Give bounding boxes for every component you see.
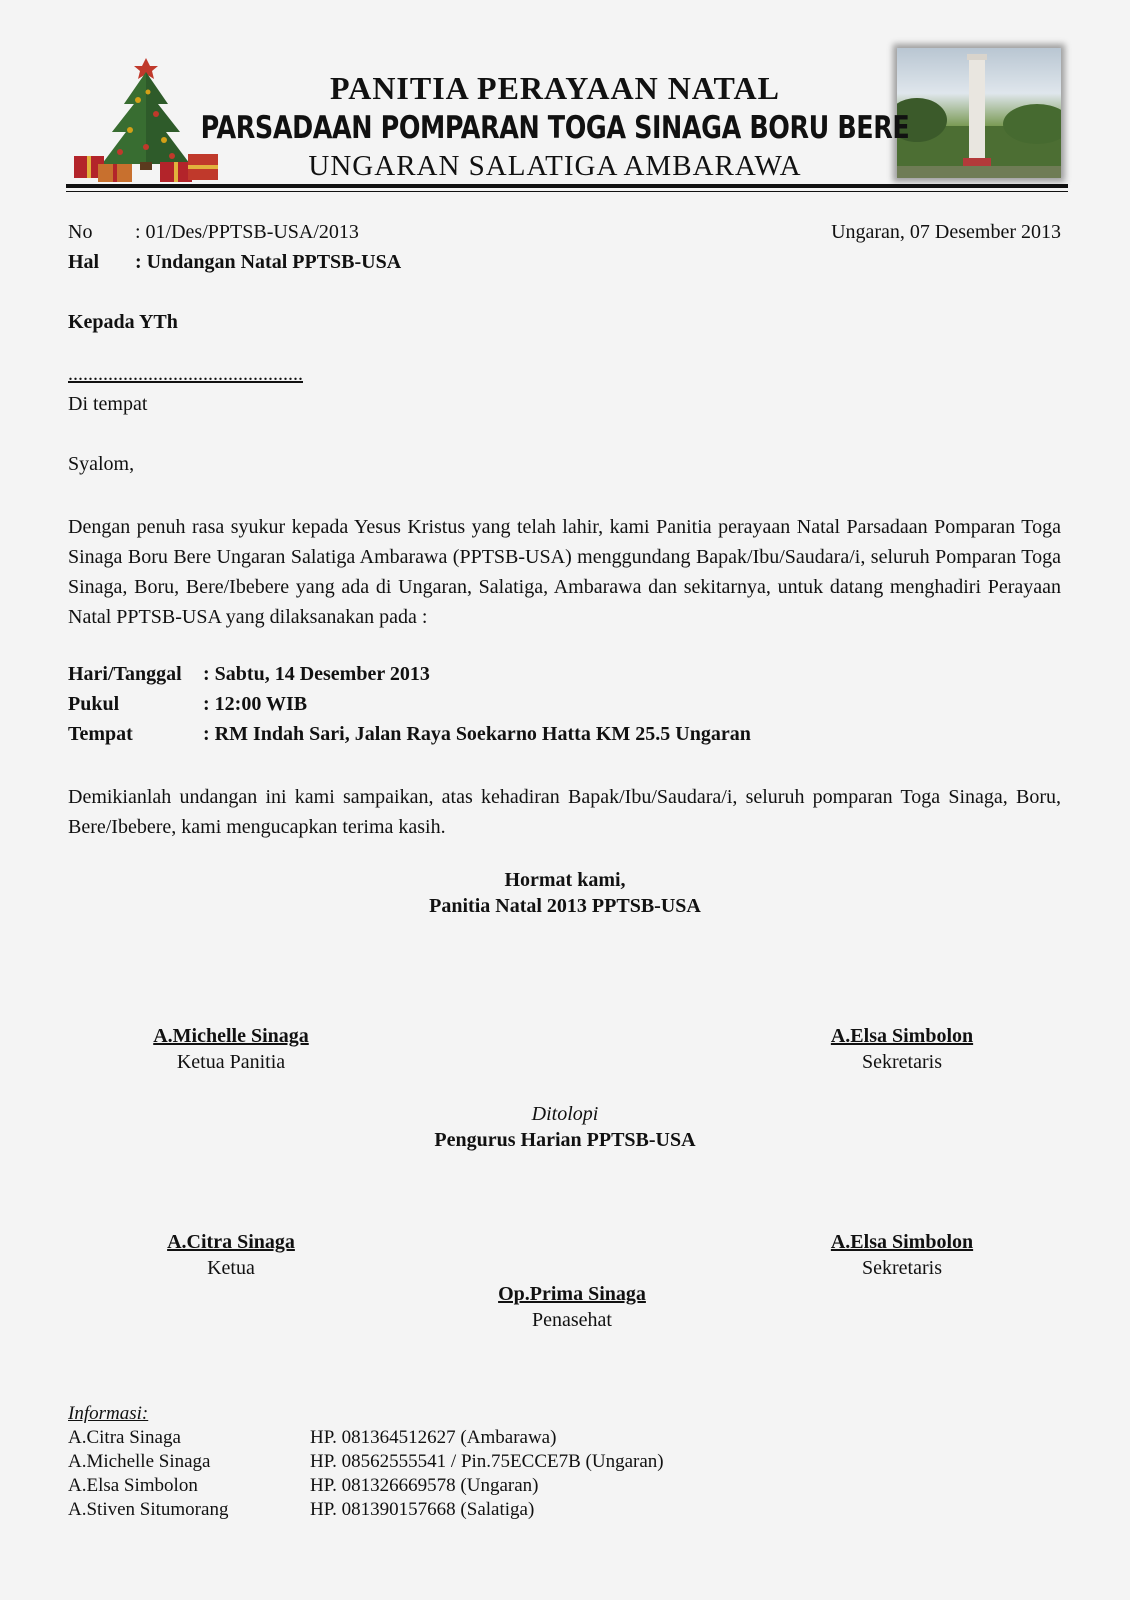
letterhead-organization: PARSADAAN POMPARAN TOGA SINAGA BORU BERE [200, 110, 910, 146]
body-paragraph-1: Dengan penuh rasa syukur kepada Yesus Kristus yang telah lahir, kami Panitia perayaan Natal Parsadaan Pomparan Toga Sinaga Boru Bere Ungaran Salatiga Ambarawa (PPTSB-USA) menggundang Bapak/Ibu/Saudara/i, seluruh Pomparan Toga Sinaga, Boru, Bere/Ibebere yang ada di Ungaran, Salatiga, Ambarawa dan sekitarnya, untuk datang menghadiri Perayaan Natal PPTSB-USA yang dilaksanakan pada : [68, 516, 1061, 628]
letterhead-region: UNGARAN SALATIGA AMBARAWA [308, 150, 802, 182]
signature-board-secretary-role: Sekretaris [862, 1257, 942, 1279]
letterhead-rule-thin [66, 191, 1068, 192]
event-time-label: Pukul [68, 693, 120, 715]
signature-board-secretary-name: A.Elsa Simbolon [830, 1231, 974, 1253]
info-contact-name: A.Michelle Sinaga [68, 1451, 211, 1472]
closing-line-2: Panitia Natal 2013 PPTSB-USA [429, 895, 701, 917]
recipient-heading: Kepada YTh [68, 311, 178, 333]
info-contact-phone: HP. 08562555541 / Pin.75ECCE7B (Ungaran) [310, 1451, 664, 1472]
endorse-label: Ditolopi [531, 1103, 599, 1125]
info-heading: Informasi: [68, 1403, 149, 1424]
event-place-label: Tempat [68, 723, 133, 745]
signature-secretary-role: Sekretaris [862, 1051, 942, 1073]
signature-board-chair-name: A.Citra Sinaga [167, 1231, 295, 1253]
signature-board-chair-role: Ketua [207, 1257, 255, 1279]
event-time-value: : 12:00 WIB [203, 693, 308, 715]
closing-line-1: Hormat kami, [504, 869, 626, 891]
letterhead-rule-thick [66, 184, 1068, 188]
info-contact-phone: HP. 081390157668 (Salatiga) [310, 1499, 535, 1520]
recipient-place: Di tempat [68, 393, 148, 415]
info-contact-name: A.Stiven Situmorang [68, 1499, 229, 1520]
event-place-value: : RM Indah Sari, Jalan Raya Soekarno Hatta KM 25.5 Ungaran [203, 723, 751, 745]
subject-label: Hal [68, 251, 100, 273]
endorse-body: Pengurus Harian PPTSB-USA [434, 1129, 696, 1151]
event-day-value: : Sabtu, 14 Desember 2013 [203, 663, 430, 685]
signature-advisor-role: Penasehat [532, 1309, 612, 1331]
signature-advisor-name: Op.Prima Sinaga [498, 1283, 646, 1305]
letterhead-title: PANITIA PERAYAAN NATAL [330, 70, 780, 106]
info-contact-phone: HP. 081364512627 (Ambarawa) [310, 1427, 557, 1448]
greeting: Syalom, [68, 453, 135, 475]
info-contact-phone: HP. 081326669578 (Ungaran) [310, 1475, 539, 1496]
place-date: Ungaran, 07 Desember 2013 [831, 221, 1061, 243]
number-value: : 01/Des/PPTSB-USA/2013 [135, 221, 359, 243]
event-day-label: Hari/Tanggal [68, 663, 182, 685]
signature-chair-name: A.Michelle Sinaga [153, 1025, 309, 1047]
subject-value: : Undangan Natal PPTSB-USA [135, 251, 402, 273]
signature-chair-role: Ketua Panitia [176, 1051, 286, 1073]
info-contact-name: A.Citra Sinaga [68, 1427, 181, 1448]
info-contact-name: A.Elsa Simbolon [68, 1475, 198, 1496]
number-label: No [68, 221, 93, 243]
recipient-blank: ............................................... [68, 363, 303, 385]
signature-secretary-name: A.Elsa Simbolon [830, 1025, 974, 1047]
body-paragraph-2: Demikianlah undangan ini kami sampaikan, atas kehadiran Bapak/Ibu/Saudara/i, seluruh pomparan Toga Sinaga, Boru, Bere/Ibebere, kami mengucapkan terima kasih. [68, 786, 1061, 838]
